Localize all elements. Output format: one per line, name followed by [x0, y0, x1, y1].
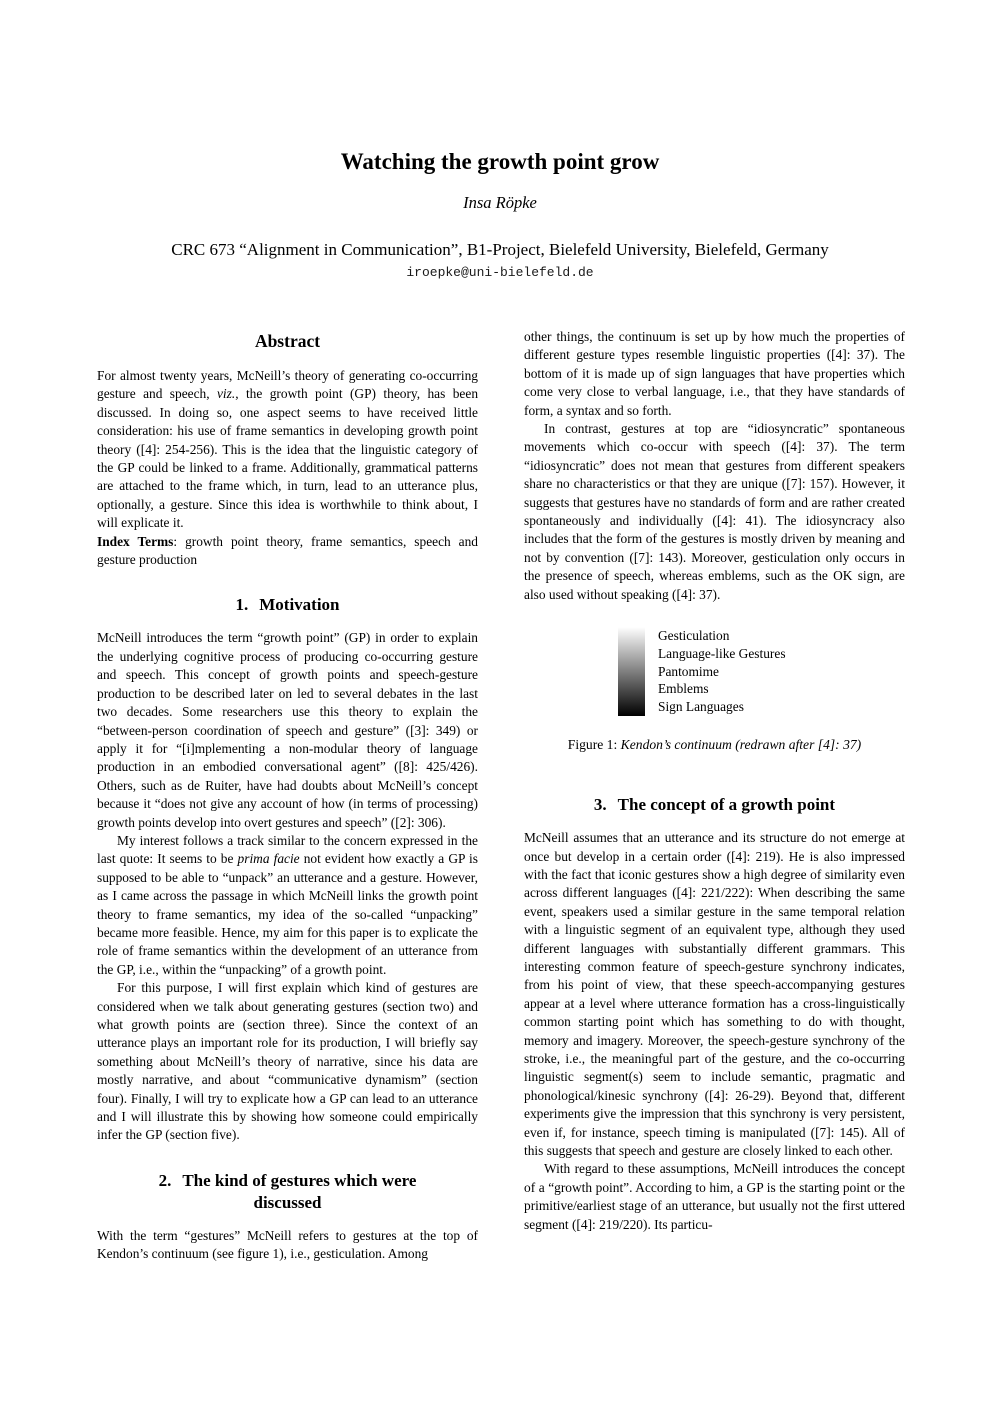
section-3-paragraph-1: McNeill assumes that an utterance and its structure do not emerge at once but develop in a certain order ([4]: 219). He is also impressed with the fact that iconic gestures show a high degree of similarity even across different languages ([4]: 221/222): When describing the same event, speakers used a similar gesture in the same temporal relation with a linguistic segment of an equivalent type, although they used different languages with substantially different grammars. This interesting common feature of speech-gesture synchrony indicates, from his point of view, that these speech-accompanying gestures appear at a level where utterance formation has a cross-linguistically common starting point which has something to do with thought, memory and imagery. Moreover, the speech-gesture synchrony of the stroke, i.e., the meaningful part of the gesture, and the co-occurring linguistic segment(s) seem to include semantic, pragmatic and phonological/kinesic synchrony ([4]: 26-29). Beyond that, different experiments give the impression that this synchrony is very persistent, even if, for instance, speech timing is manipulated ([7]: 145). All of this suggests that speech and gesture are closely linked to each other.: [524, 830, 905, 1158]
section-3-title: The concept of a growth point: [617, 795, 836, 815]
continuum-labels: [658, 627, 786, 716]
continuum-label-emblems: Emblems: [658, 681, 709, 697]
section-1-paragraph-1: McNeill introduces the term “growth point” (GP) in order to explain the underlying cognitive process of producing co-occurring gesture and speech. This concept of growth points and speech-gesture production to be described later on led to several debates in the last two decades. Some researchers use this theory to explain the “between-person coordination of speech and gesture” ([3]: 349) or apply it for “[i]mplementing a non-modular theory of language production in an embodied conversational agent” ([8]: 425/426). Others, such as de Ruiter, have had doubts about McNeill’s concept because it “does not give any account of how (in terms of processing) growth points develop into overt gestures and speech” ([2]: 306).: [97, 630, 478, 830]
section-1-title: Motivation: [259, 595, 340, 615]
section-1-paragraph-3: For this purpose, I will first explain which kind of gestures are considered when we talk about generating gestures (section two) and what growth points are (section three). Since the context of an utterance plays an important role for its production, I will briefly say something about McNeill’s theory of narrative, since his data are mostly narrative, and about “communicative dynamism” (section four). Finally, I will try to explicate how a GP can lead to an utterance and I will illustrate this by showing how someone could empirically infer the GP (section five).: [97, 980, 478, 1143]
index-terms: [97, 533, 478, 570]
author-affiliation: CRC 673 “Alignment in Communication”, B1-Project, Bielefeld University, Bielefeld, Germany: [171, 240, 829, 259]
continuum-label-sign-languages: Sign Languages: [658, 698, 744, 714]
section-1-paragraph-2: [97, 832, 478, 979]
section-2-title: The kind of gestures which were discussed: [182, 1170, 417, 1212]
figure-1: [524, 627, 905, 753]
section-3-number: 3.: [593, 795, 607, 815]
index-terms-text: : growth point theory, frame semantics, speech and gesture production: [97, 533, 478, 568]
section-3-heading: [524, 794, 905, 816]
index-terms-label: Index Terms: [97, 533, 174, 549]
kendon-continuum-figure: [618, 627, 905, 716]
section-3-paragraph-2: With regard to these assumptions, McNeill introduces the concept of a “growth point”. According to him, a GP is the starting point or the primitive/earliest stage of an utterance, but usually not the first uttered segment ([4]: 219/220). Its particu-: [524, 1161, 905, 1232]
abstract-heading: Abstract: [254, 331, 321, 351]
section-2-paragraph-1: With the term “gestures” McNeill refers to gestures at the top of Kendon’s continuum (see figure 1), i.e., gesticulation. Among: [97, 1227, 478, 1262]
paper-header: [0, 0, 1000, 281]
continuum-label-language-like-gestures: Language-like Gestures: [658, 645, 786, 661]
author-name: Insa Röpke: [463, 193, 537, 212]
abstract-text-pre: For almost twenty years, McNeill’s theory of generating co-occurring gesture and speech,: [97, 368, 478, 402]
section-1-heading: [97, 594, 478, 616]
s1p2-italic: prima facie: [237, 851, 300, 867]
continuum-label-pantomime: Pantomime: [658, 663, 719, 679]
section-2-heading: [123, 1170, 453, 1214]
abstract-text-post: , the growth point (GP) theory, has been discussed. In doing so, one aspect seems to have received little consideration: his use of frame semantics in developing growth point theory ([4]: 254-256). This is the idea that the linguistic category of the GP could be linked to a frame. Additionally, grammatical patterns are attached to the frame which, in turn, lead to an utterance plus, optionally, a gesture. Since this idea is worthwhile to think about, I will explicate it.: [97, 386, 479, 531]
abstract-paragraph: [97, 367, 478, 533]
s1p2-post: not evident how exactly a GP is supposed to be able to “unpack” an utterance and a gesture. However, as I came across the passage in which McNeill links the growth point theory to frame semantics, my idea of the so-called “unpacking” became more feasible. Hence, my aim for this paper is to explicate the role of frame semantics within the development of an utterance from the GP, i.e., within the “unpacking” of a growth point.: [97, 851, 478, 977]
section-2-number: 2.: [158, 1170, 172, 1190]
abstract-text-italic: viz.: [216, 386, 236, 402]
right-paragraph-1: other things, the continuum is set up by how much the properties of different gesture types resemble linguistic properties ([4]: 37). The bottom of it is made up of sign languages that have properties which come very close to verbal language, i.e., that they have standards of form, a syntax and so forth.: [524, 329, 905, 418]
two-column-body: [97, 328, 905, 1264]
left-column: [97, 328, 478, 1264]
right-column: [524, 328, 905, 1264]
figure-1-caption-label: Figure 1:: [567, 737, 621, 753]
figure-1-caption-text: Kendon’s continuum (redrawn after [4]: 37): [620, 737, 862, 753]
continuum-label-gesticulation: Gesticulation: [658, 628, 730, 644]
section-1-number: 1.: [235, 595, 249, 615]
author-email: iroepke@uni-bielefeld.de: [406, 265, 594, 280]
s1p2-pre: My interest follows a track similar to the concern expressed in the last quote: It seems to be: [97, 832, 478, 867]
paper-title: Watching the growth point grow: [340, 149, 660, 174]
continuum-gradient-bar: [618, 627, 645, 716]
figure-1-caption: [524, 736, 905, 753]
right-paragraph-2: In contrast, gestures at top are “idiosyncratic” spontaneous movements which co-occur with speech ([4]: 37). The term “idiosyncratic” does not mean that gestures from different speakers share no characteristics or that they are unique ([7]: 157). However, it suggests that gestures have no standards of form and are rather created spontaneously and individually ([4]: 41). The idiosyncracy also includes that the form of the gestures is mostly driven by meaning and not by convention ([7]: 143). Moreover, gesticulation only occurs in the presence of speech, whereas emblems, such as the OK sign, are also used without speaking ([4]: 37).: [524, 421, 905, 602]
